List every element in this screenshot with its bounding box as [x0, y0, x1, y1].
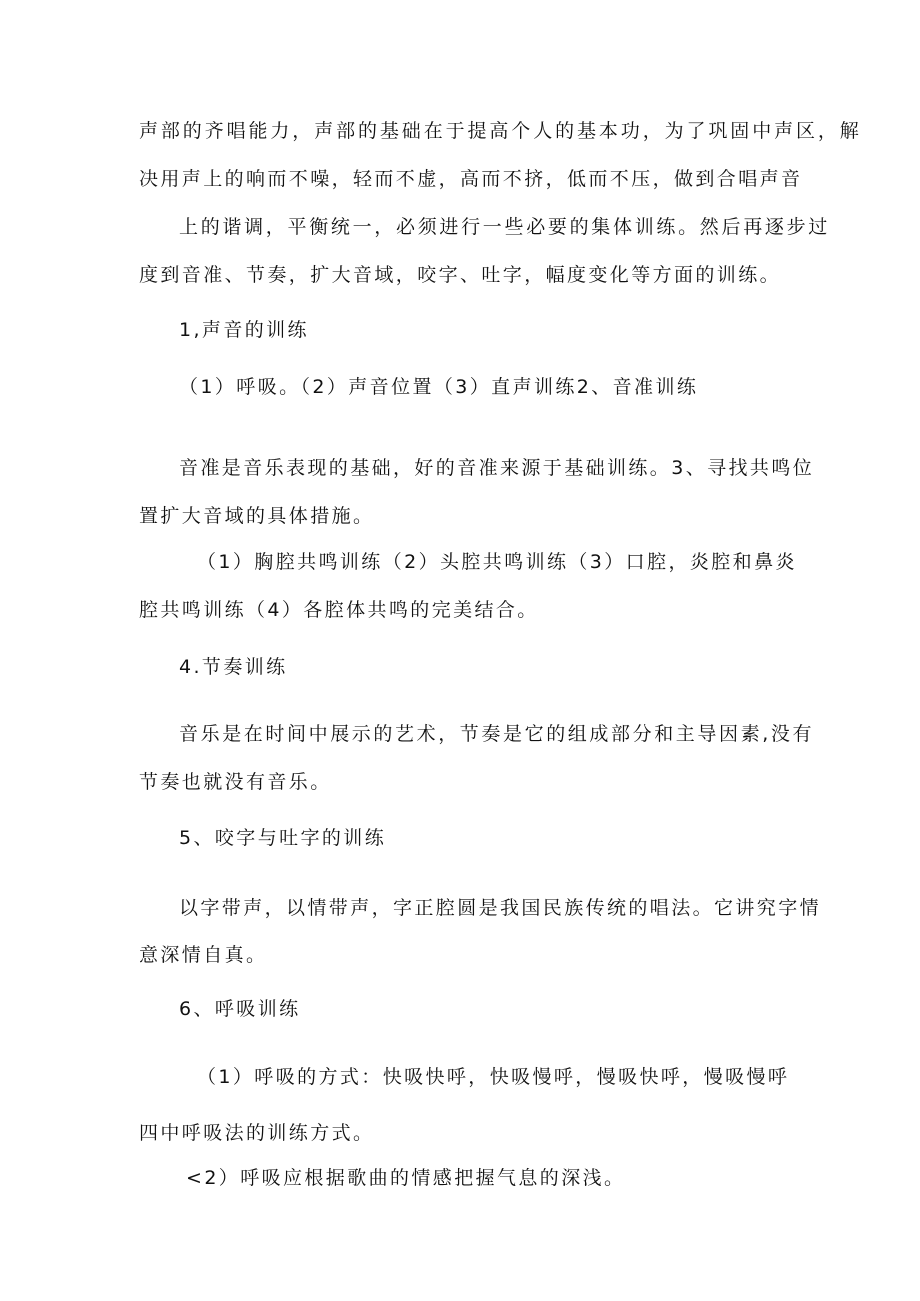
- text-line: 度到音准、节奏，扩大音域，咬字、吐字，幅度变化等方面的训练。: [139, 264, 782, 286]
- text-line: 音乐是在时间中展示的艺术，节奏是它的组成部分和主导因素,没有: [179, 723, 815, 745]
- text-line: 意深情自真。: [139, 944, 268, 966]
- text-line: 腔共鸣训练（4）各腔体共鸣的完美结合。: [139, 599, 539, 621]
- text-line: 声部的齐唱能力，声部的基础在于提高个人的基本功，为了巩固中声区，解: [139, 120, 862, 142]
- text-line: 置扩大音域的具体措施。: [139, 505, 375, 527]
- text-line: 上的谐调，平衡统一，必须进行一些必要的集体训练。然后再逐步过: [179, 216, 831, 238]
- text-line: 以字带声，以情带声，字正腔圆是我国民族传统的唱法。它讲究字情: [179, 897, 822, 919]
- section-heading: 1,声音的训练: [179, 319, 309, 341]
- text-line: 音准是音乐表现的基础，好的音准来源于基础训练。3、寻找共鸣位: [179, 457, 815, 479]
- text-line: （1）呼吸。（2）声音位置（3）直声训练2、音准训练: [179, 376, 699, 398]
- text-line: 决用声上的响而不噪，轻而不虚，高而不挤，低而不压，做到合唱声音: [139, 168, 803, 190]
- section-heading: 5、咬字与吐字的训练: [179, 827, 387, 849]
- text-line: （1）胸腔共鸣训练（2）头腔共鸣训练（3）口腔，炎腔和鼻炎: [197, 551, 797, 573]
- text-line: （1）呼吸的方式：快吸快呼，快吸慢呼，慢吸快呼，慢吸慢呼: [197, 1066, 790, 1088]
- text-line: 四中呼吸法的训练方式。: [139, 1122, 375, 1144]
- section-heading: 6、呼吸训练: [179, 998, 301, 1020]
- text-line: <2）呼吸应根据歌曲的情感把握气息的深浅。: [186, 1167, 626, 1189]
- text-line: 节奏也就没有音乐。: [139, 771, 332, 793]
- section-heading: 4.节奏训练: [179, 656, 288, 678]
